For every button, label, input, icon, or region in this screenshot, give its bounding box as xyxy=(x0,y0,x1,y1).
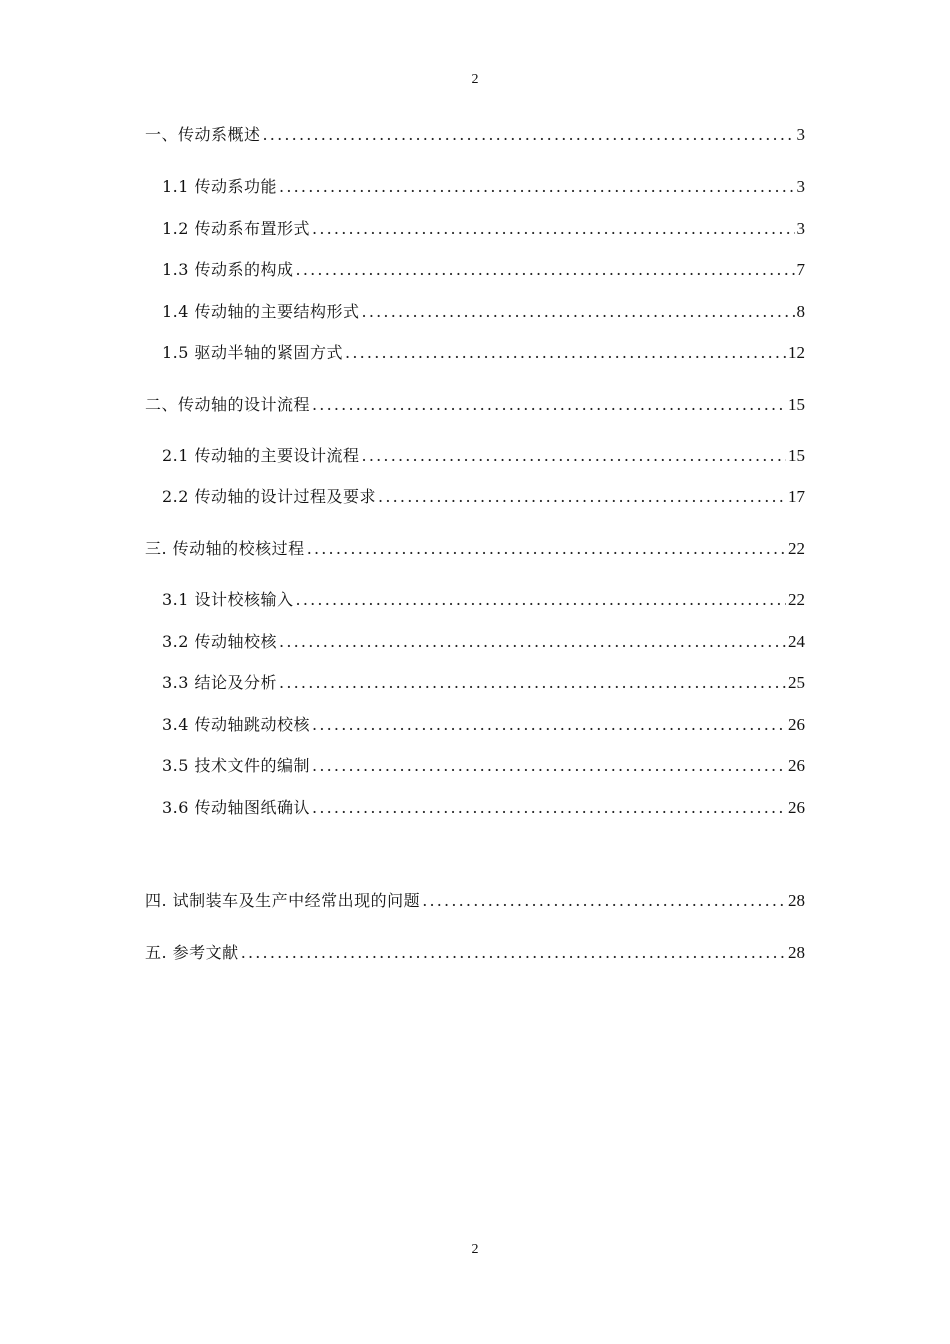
toc-entry-label: 3.6 传动轴图纸确认 xyxy=(162,798,311,817)
toc-dot-leader xyxy=(263,124,795,146)
toc-entry-chapter-5[interactable] xyxy=(145,942,805,964)
toc-entry-label: 二、传动轴的设计流程 xyxy=(145,395,311,414)
toc-entry-label: 3.4 传动轴跳动校核 xyxy=(162,715,311,734)
toc-entry-chapter-4[interactable] xyxy=(145,890,805,912)
toc-entry-page: 7 xyxy=(796,260,805,279)
toc-dot-leader xyxy=(296,259,795,281)
toc-entry-label: 3.3 结论及分析 xyxy=(162,673,278,692)
toc-entry-page: 3 xyxy=(796,177,805,196)
toc-entry-label: 1.4 传动轴的主要结构形式 xyxy=(162,302,360,321)
toc-entry-label: 1.5 驱动半轴的紧固方式 xyxy=(162,343,344,362)
toc-entry-page: 26 xyxy=(788,798,805,817)
toc-dot-leader xyxy=(279,672,786,694)
toc-entry-3-3[interactable] xyxy=(162,672,805,694)
toc-entry-page: 26 xyxy=(788,715,805,734)
toc-entry-page: 26 xyxy=(788,756,805,775)
toc-entry-label: 五. 参考文献 xyxy=(145,943,239,962)
toc-dot-leader xyxy=(279,176,794,198)
toc-entry-page: 12 xyxy=(788,343,805,362)
toc-dot-leader xyxy=(378,486,786,508)
toc-entry-label: 2.2 传动轴的设计过程及要求 xyxy=(162,487,377,506)
toc-entry-2-2[interactable] xyxy=(162,486,805,508)
toc-entry-chapter-1[interactable] xyxy=(145,124,805,146)
toc-entry-label: 1.1 传动系功能 xyxy=(162,177,278,196)
toc-dot-leader xyxy=(312,394,786,416)
toc-dot-leader xyxy=(241,942,786,964)
toc-entry-page: 22 xyxy=(788,539,805,558)
toc-entry-page: 28 xyxy=(788,891,805,910)
toc-entry-3-5[interactable] xyxy=(162,755,805,777)
toc-entry-label: 1.3 传动系的构成 xyxy=(162,260,294,279)
toc-entry-page: 17 xyxy=(788,487,805,506)
toc-entry-label: 三. 传动轴的校核过程 xyxy=(145,539,305,558)
toc-entry-page: 28 xyxy=(788,943,805,962)
toc-entry-3-6[interactable] xyxy=(162,797,805,819)
toc-entry-label: 一、传动系概述 xyxy=(145,125,261,144)
toc-entry-3-1[interactable] xyxy=(162,589,805,611)
toc-entry-page: 24 xyxy=(788,632,805,651)
toc-entry-page: 3 xyxy=(796,125,805,144)
toc-dot-leader xyxy=(307,538,786,560)
toc-entry-1-2[interactable] xyxy=(162,218,805,240)
toc-entry-page: 22 xyxy=(788,590,805,609)
toc-entry-1-4[interactable] xyxy=(162,301,805,323)
toc-dot-leader xyxy=(422,890,786,912)
toc-dot-leader xyxy=(362,445,786,467)
toc-entry-page: 15 xyxy=(788,395,805,414)
toc-entry-chapter-3[interactable] xyxy=(145,538,805,560)
toc-dot-leader xyxy=(279,631,786,653)
toc-entry-3-4[interactable] xyxy=(162,714,805,736)
page-number-top: 2 xyxy=(471,72,479,87)
toc-dot-leader xyxy=(345,342,786,364)
toc-dot-leader xyxy=(312,714,786,736)
toc-entry-page: 15 xyxy=(788,446,805,465)
toc-entry-page: 8 xyxy=(796,302,805,321)
toc-entry-3-2[interactable] xyxy=(162,631,805,653)
page-number-bottom: 2 xyxy=(471,1242,479,1257)
toc-entry-1-3[interactable] xyxy=(162,259,805,281)
toc-dot-leader xyxy=(312,797,786,819)
toc-entry-2-1[interactable] xyxy=(162,445,805,467)
toc-entry-label: 1.2 传动系布置形式 xyxy=(162,219,311,238)
toc-entry-page: 3 xyxy=(796,219,805,238)
toc-dot-leader xyxy=(362,301,795,323)
toc-entry-chapter-2[interactable] xyxy=(145,394,805,416)
toc-entry-label: 3.5 技术文件的编制 xyxy=(162,756,311,775)
toc-entry-label: 3.1 设计校核输入 xyxy=(162,590,294,609)
toc-entry-1-1[interactable] xyxy=(162,176,805,198)
toc-entry-label: 2.1 传动轴的主要设计流程 xyxy=(162,446,360,465)
toc-entry-label: 3.2 传动轴校核 xyxy=(162,632,278,651)
toc-dot-leader xyxy=(312,218,794,240)
toc-dot-leader xyxy=(312,755,786,777)
toc-dot-leader xyxy=(296,589,786,611)
toc-entry-1-5[interactable] xyxy=(162,342,805,364)
toc-entry-page: 25 xyxy=(788,673,805,692)
toc-entry-label: 四. 试制装车及生产中经常出现的问题 xyxy=(145,891,421,910)
